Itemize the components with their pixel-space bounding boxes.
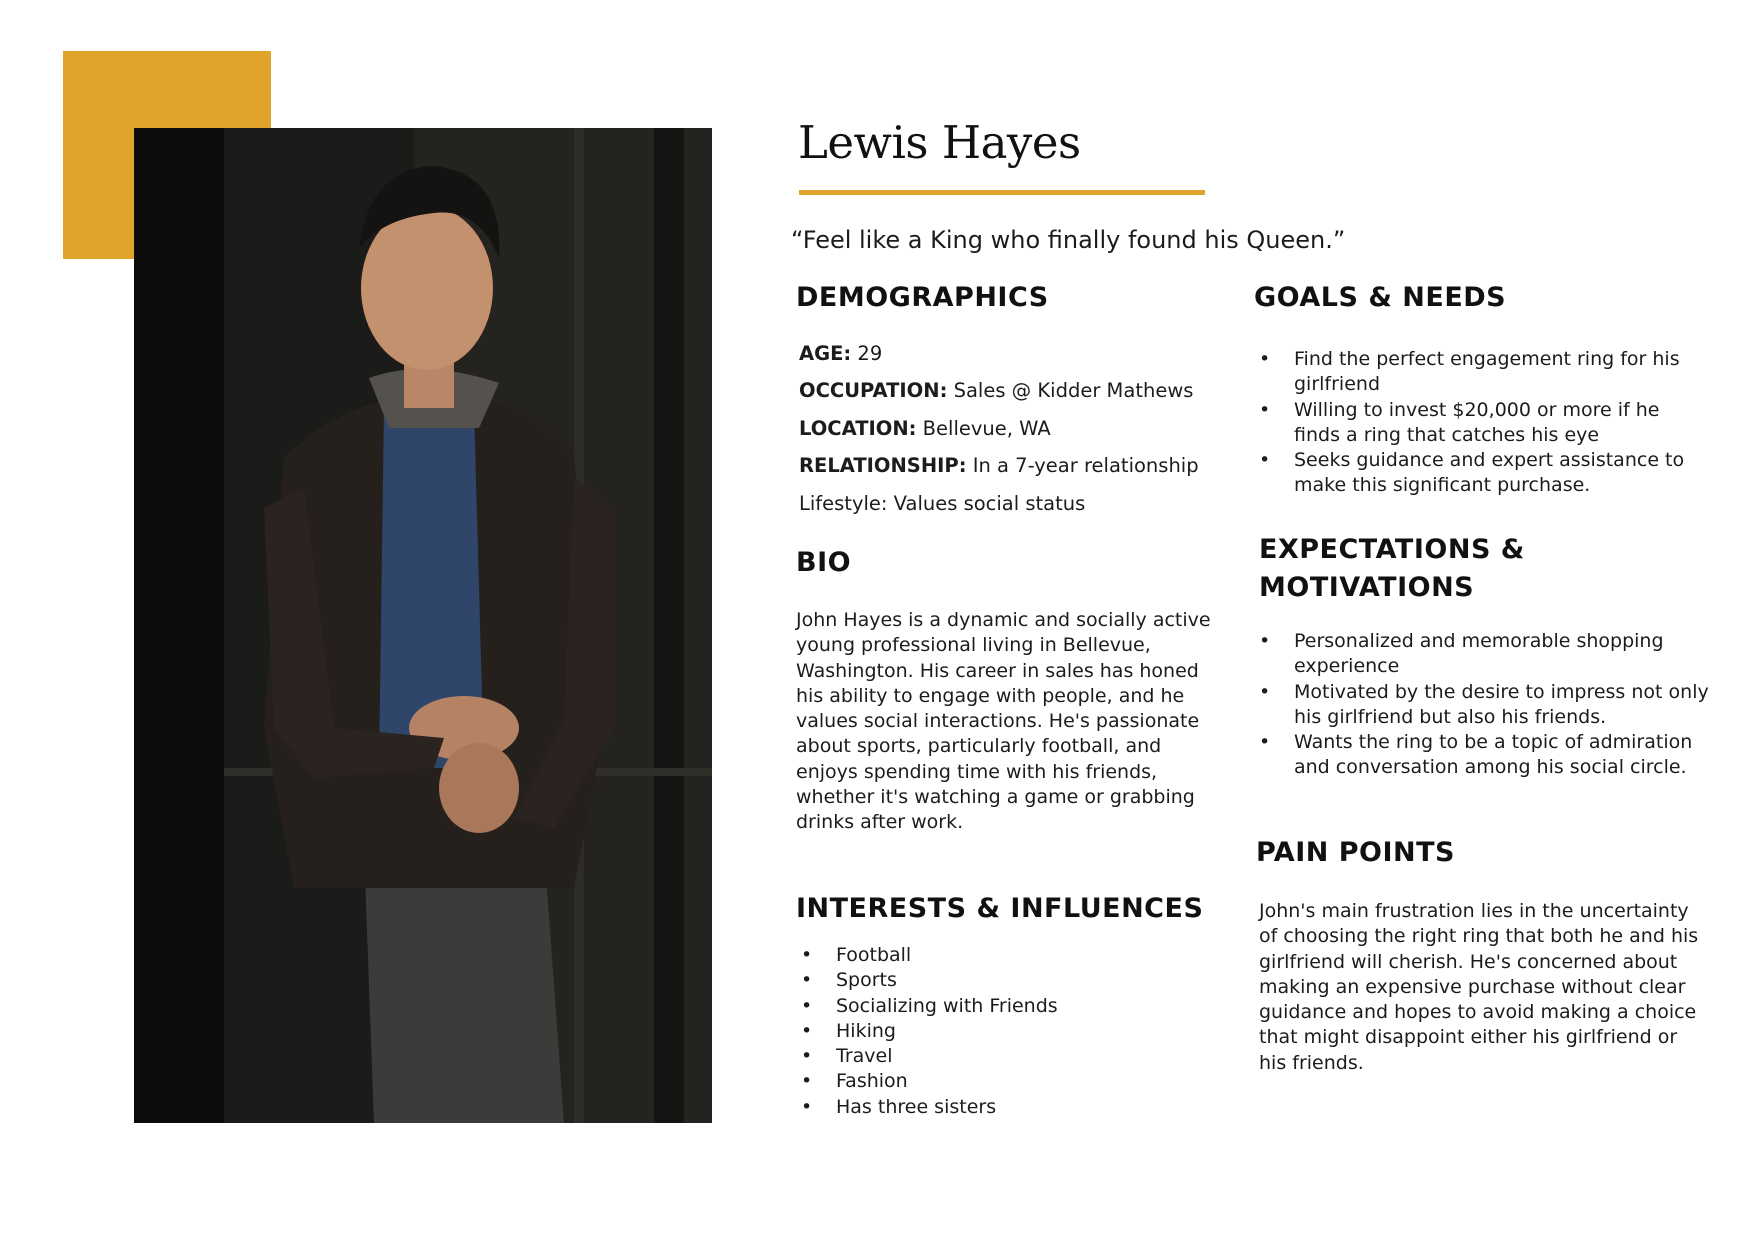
goals-list [1254,347,1704,499]
demographics-value: Bellevue, WA [916,417,1051,440]
demographics-row-occupation [799,379,1193,402]
list-item: • Sports [796,968,1196,993]
expectations-heading-line2: MOTIVATIONS [1259,572,1475,603]
list-item: • Seeks guidance and expert assistance to make this significant purchase. [1254,448,1704,499]
persona-photo [134,128,712,1123]
demographics-row-lifestyle [799,492,1085,515]
interests-heading: INTERESTS & INFLUENCES [796,893,1204,924]
demographics-value: 29 [851,342,883,365]
bio-heading: BIO [796,547,852,578]
list-item: • Motivated by the desire to impress not only his girlfriend but also his friends. [1254,680,1709,731]
expectations-heading [1259,531,1525,607]
demographics-label: AGE: [799,342,852,365]
list-item: • Wants the ring to be a topic of admiration and conversation among his social circle. [1254,730,1709,781]
pain-points-heading: PAIN POINTS [1256,837,1455,868]
bio-text: John Hayes is a dynamic and socially active young professional living in Bellevue, Washington. His career in sales has honed his ability to engage with people, and he values social interactions. He's passionate about sports, particularly football, and enjoys spending time with his friends, whether it's watching a game or grabbing drinks after work. [796,609,1211,834]
list-item: • Find the perfect engagement ring for his girlfriend [1254,347,1704,398]
list-item: • Socializing with Friends [796,994,1196,1019]
list-item: • Hiking [796,1019,1196,1044]
demographics-label: OCCUPATION: [799,379,948,402]
list-item: • Has three sisters [796,1095,1196,1120]
pain-points-text: John's main frustration lies in the uncertainty of choosing the right ring that both he and his girlfriend will cherish. He's concerned about making an expensive purchase without clear guidance and hopes to avoid making a choice that might disappoint either his girlfriend or his friends. [1259,900,1699,1074]
demographics-row-age [799,342,882,365]
demographics-value: Lifestyle: Values social status [799,492,1086,515]
expectations-heading-line1: EXPECTATIONS & [1259,534,1525,565]
expectations-list [1254,629,1709,781]
persona-quote: “Feel like a King who finally found his Queen.” [791,226,1346,254]
demographics-label: RELATIONSHIP: [799,454,967,477]
title-underline [799,190,1205,195]
portrait-illustration [134,128,712,1123]
list-item: • Personalized and memorable shopping experience [1254,629,1709,680]
demographics-row-relationship [799,454,1199,477]
demographics-value: In a 7-year relationship [966,454,1199,477]
demographics-value: Sales @ Kidder Mathews [947,379,1194,402]
persona-name: Lewis Hayes [798,116,1081,169]
list-item: • Travel [796,1044,1196,1069]
list-item: • Willing to invest $20,000 or more if he finds a ring that catches his eye [1254,398,1704,449]
demographics-heading: DEMOGRAPHICS [796,282,1049,313]
demographics-label: LOCATION: [799,417,917,440]
goals-heading: GOALS & NEEDS [1254,282,1507,313]
list-item: • Football [796,943,1196,968]
list-item: • Fashion [796,1069,1196,1094]
demographics-row-location [799,417,1051,440]
interests-list [796,943,1196,1120]
